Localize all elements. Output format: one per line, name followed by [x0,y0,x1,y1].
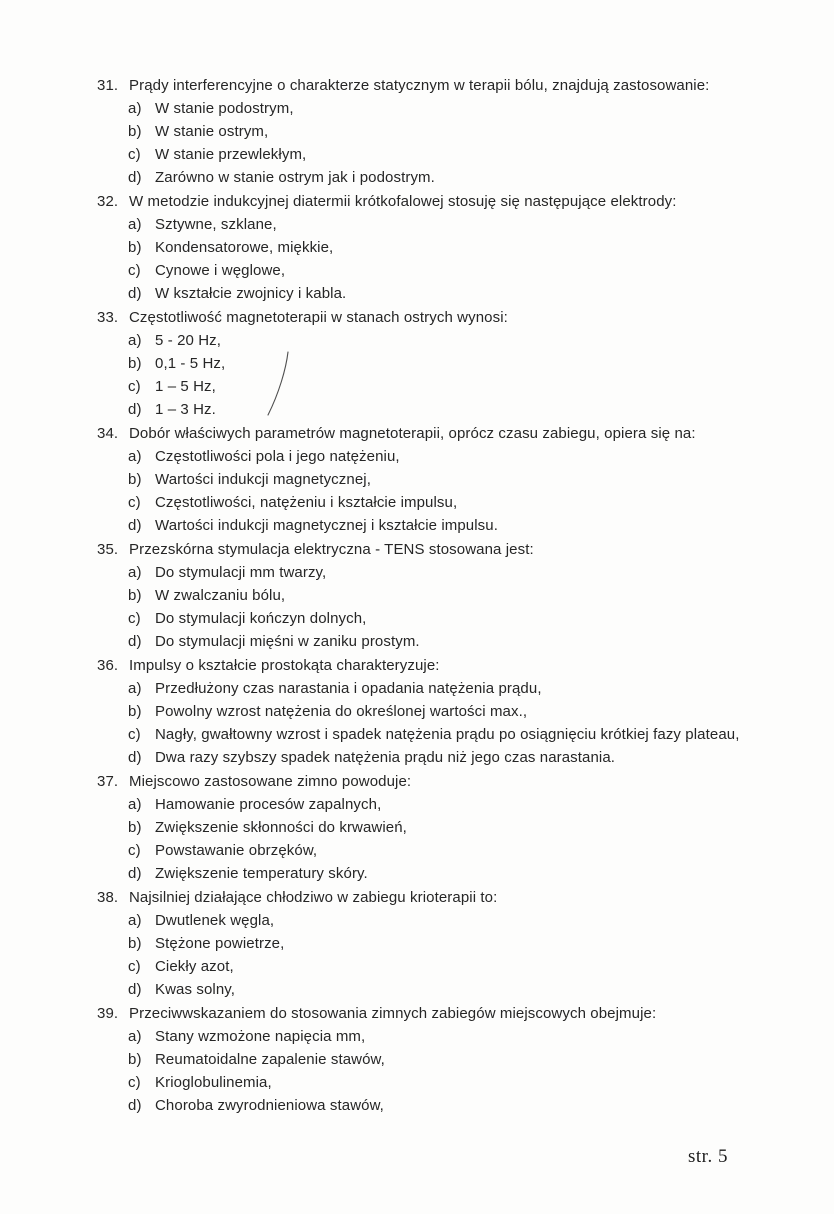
option-text: Ciekły azot, [155,958,234,975]
answer-option [0,909,834,932]
option-text: Do stymulacji mięśni w zaniku prostym. [155,633,420,650]
question-text: Najsilniej działające chłodziwo w zabiegu krioterapii to: [129,889,498,906]
option-letter: b) [128,935,142,952]
question-block [0,538,834,653]
question-header [0,74,834,97]
answer-option [0,1048,834,1071]
question-text: Dobór właściwych parametrów magnetoterapii, oprócz czasu zabiegu, opiera się na: [129,425,696,442]
question-text: Przezskórna stymulacja elektryczna - TENS stosowana jest: [129,541,534,558]
option-text: Przedłużony czas narastania i opadania natężenia prądu, [155,680,542,697]
answer-option [0,514,834,537]
question-number: 32. [97,193,119,210]
question-number: 37. [97,773,119,790]
answer-option [0,213,834,236]
option-text: Do stymulacji mm twarzy, [155,564,327,581]
option-text: W zwalczaniu bólu, [155,587,286,604]
option-letter: a) [128,564,142,581]
option-letter: b) [128,1051,142,1068]
question-text: Częstotliwość magnetoterapii w stanach ostrych wynosi: [129,309,508,326]
option-letter: d) [128,865,142,882]
option-letter: c) [128,146,141,163]
answer-option [0,978,834,1001]
option-letter: c) [128,726,141,743]
option-text: Wartości indukcji magnetycznej i kształcie impulsu. [155,517,498,534]
option-text: Powolny wzrost natężenia do określonej wartości max., [155,703,528,720]
option-letter: b) [128,355,142,372]
option-letter: a) [128,680,142,697]
option-text: Wartości indukcji magnetycznej, [155,471,371,488]
option-letter: d) [128,169,142,186]
answer-option [0,259,834,282]
option-letter: a) [128,1028,142,1045]
option-text: Kondensatorowe, miękkie, [155,239,334,256]
question-header [0,1002,834,1025]
option-letter: a) [128,100,142,117]
answer-option [0,955,834,978]
question-text: W metodzie indukcyjnej diatermii krótkofalowej stosuję się następujące elektrody: [129,193,677,210]
question-block [0,306,834,421]
question-header [0,654,834,677]
option-text: W stanie przewlekłym, [155,146,307,163]
question-list [0,74,834,1118]
option-letter: a) [128,796,142,813]
question-number: 31. [97,77,119,94]
option-text: Nagły, gwałtowny wzrost i spadek natężenia prądu po osiągnięciu krótkiej fazy plateau, [155,726,740,743]
option-letter: a) [128,216,142,233]
option-text: Sztywne, szklane, [155,216,277,233]
option-letter: c) [128,494,141,511]
question-text: Miejscowo zastosowane zimno powoduje: [129,773,412,790]
option-letter: a) [128,448,142,465]
option-text: W stanie podostrym, [155,100,294,117]
answer-option [0,282,834,305]
question-header [0,306,834,329]
answer-option [0,236,834,259]
option-letter: c) [128,958,141,975]
question-header [0,422,834,445]
option-letter: b) [128,123,142,140]
option-text: 0,1 - 5 Hz, [155,355,226,372]
option-text: Krioglobulinemia, [155,1074,272,1091]
question-block [0,190,834,305]
question-number: 34. [97,425,119,442]
answer-option [0,491,834,514]
answer-option [0,932,834,955]
answer-option [0,468,834,491]
answer-option [0,97,834,120]
option-text: Do stymulacji kończyn dolnych, [155,610,367,627]
question-text: Prądy interferencyjne o charakterze statycznym w terapii bólu, znajdują zastosowanie: [129,77,710,94]
question-header [0,190,834,213]
answer-option [0,700,834,723]
question-text: Impulsy o kształcie prostokąta charakteryzuje: [129,657,440,674]
option-text: Powstawanie obrzęków, [155,842,318,859]
option-letter: b) [128,471,142,488]
option-letter: d) [128,285,142,302]
option-letter: c) [128,262,141,279]
answer-option [0,630,834,653]
option-text: Zwiększenie skłonności do krwawień, [155,819,407,836]
option-letter: a) [128,912,142,929]
option-text: Stężone powietrze, [155,935,285,952]
option-text: Kwas solny, [155,981,236,998]
option-text: Cynowe i węglowe, [155,262,286,279]
answer-option [0,1071,834,1094]
question-text: Przeciwwskazaniem do stosowania zimnych zabiegów miejscowych obejmuje: [129,1005,657,1022]
option-letter: d) [128,401,142,418]
option-text: Reumatoidalne zapalenie stawów, [155,1051,385,1068]
option-letter: a) [128,332,142,349]
question-block [0,74,834,189]
option-text: Częstotliwości pola i jego natężeniu, [155,448,400,465]
option-text: W stanie ostrym, [155,123,269,140]
answer-option [0,746,834,769]
answer-option [0,120,834,143]
option-text: Hamowanie procesów zapalnych, [155,796,382,813]
option-letter: b) [128,703,142,720]
answer-option [0,677,834,700]
question-number: 38. [97,889,119,906]
question-number: 33. [97,309,119,326]
question-block [0,770,834,885]
question-header [0,886,834,909]
answer-option [0,329,834,352]
question-header [0,770,834,793]
answer-option [0,143,834,166]
option-letter: d) [128,633,142,650]
answer-option [0,607,834,630]
question-block [0,422,834,537]
option-letter: d) [128,1097,142,1114]
answer-option [0,862,834,885]
option-letter: b) [128,819,142,836]
option-text: Zwiększenie temperatury skóry. [155,865,368,882]
answer-option [0,816,834,839]
question-block [0,1002,834,1117]
question-header [0,538,834,561]
option-text: Zarówno w stanie ostrym jak i podostrym. [155,169,435,186]
option-letter: c) [128,1074,141,1091]
option-text: Częstotliwości, natężeniu i kształcie impulsu, [155,494,458,511]
option-letter: d) [128,981,142,998]
option-text: 1 – 3 Hz. [155,401,216,418]
option-letter: c) [128,610,141,627]
answer-option [0,398,834,421]
question-number: 35. [97,541,119,558]
option-text: 5 - 20 Hz, [155,332,222,349]
option-text: 1 – 5 Hz, [155,378,216,395]
question-number: 36. [97,657,119,674]
option-text: Stany wzmożone napięcia mm, [155,1028,366,1045]
answer-option [0,166,834,189]
answer-option [0,561,834,584]
question-block [0,886,834,1001]
option-letter: c) [128,378,141,395]
answer-option [0,352,834,375]
answer-option [0,445,834,468]
option-letter: d) [128,749,142,766]
option-letter: d) [128,517,142,534]
answer-option [0,1094,834,1117]
option-text: Dwutlenek węgla, [155,912,275,929]
answer-option [0,839,834,862]
answer-option [0,1025,834,1048]
option-letter: b) [128,587,142,604]
question-number: 39. [97,1005,119,1022]
option-text: Choroba zwyrodnieniowa stawów, [155,1097,384,1114]
answer-option [0,793,834,816]
option-text: W kształcie zwojnicy i kabla. [155,285,347,302]
option-letter: b) [128,239,142,256]
page-number: str. 5 [688,1146,728,1167]
answer-option [0,723,834,746]
option-letter: c) [128,842,141,859]
answer-option [0,375,834,398]
answer-option [0,584,834,607]
question-block [0,654,834,769]
option-text: Dwa razy szybszy spadek natężenia prądu niż jego czas narastania. [155,749,616,766]
